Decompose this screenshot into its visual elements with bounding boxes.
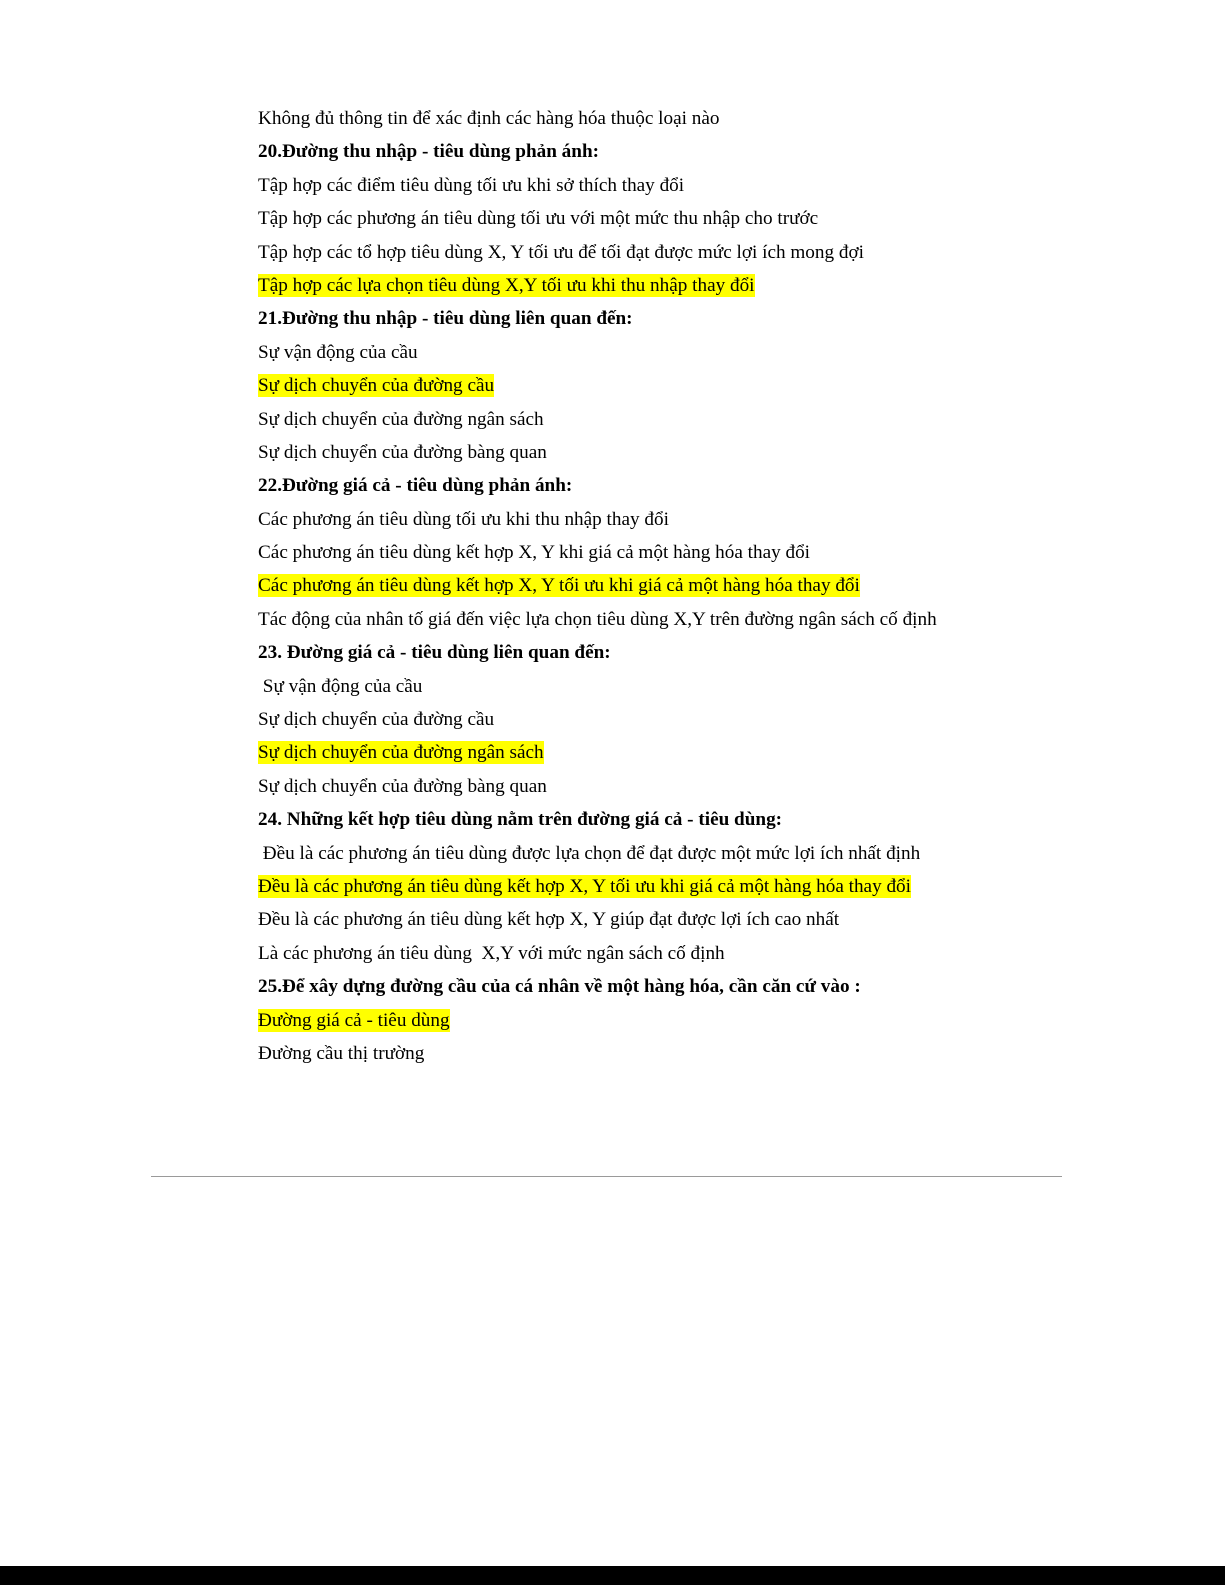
answer-option-text: Tập hợp các tổ hợp tiêu dùng X, Y tối ưu để tối đạt được mức lợi ích mong đợi bbox=[258, 241, 864, 263]
answer-option-text: Không đủ thông tin để xác định các hàng hóa thuộc loại nào bbox=[258, 108, 720, 129]
question-heading-text: 23. Đường giá cả - tiêu dùng liên quan đến: bbox=[258, 642, 611, 664]
answer-option bbox=[258, 1041, 1118, 1074]
highlighted-answer-text: Sự dịch chuyển của đường ngân sách bbox=[258, 742, 544, 764]
answer-option bbox=[258, 674, 1118, 707]
highlighted-answer bbox=[258, 373, 1118, 406]
answer-option-text: Đều là các phương án tiêu dùng kết hợp X, Y giúp đạt được lợi ích cao nhất bbox=[258, 909, 840, 931]
question-heading-text: 21.Đường thu nhập - tiêu dùng liên quan đến: bbox=[258, 308, 633, 330]
page-bottom-bar bbox=[0, 1566, 1225, 1585]
answer-option bbox=[258, 173, 1118, 206]
question-heading bbox=[258, 306, 1118, 339]
question-heading bbox=[258, 139, 1118, 172]
answer-option bbox=[258, 206, 1118, 239]
answer-option bbox=[258, 106, 1118, 139]
question-heading-text: 24. Những kết hợp tiêu dùng nằm trên đường giá cả - tiêu dùng: bbox=[258, 809, 783, 831]
answer-option-text: Sự vận động của cầu bbox=[258, 675, 423, 697]
answer-option-text: Sự vận động của cầu bbox=[258, 341, 418, 363]
answer-option-text: Các phương án tiêu dùng tối ưu khi thu nhập thay đổi bbox=[258, 508, 669, 530]
question-heading bbox=[258, 473, 1118, 506]
highlighted-answer-text: Các phương án tiêu dùng kết hợp X, Y tối ưu khi giá cả một hàng hóa thay đổi bbox=[258, 575, 860, 597]
answer-option bbox=[258, 540, 1118, 573]
answer-option-text: Tác động của nhân tố giá đến việc lựa chọn tiêu dùng X,Y trên đường ngân sách cố định bbox=[258, 608, 937, 630]
answer-option bbox=[258, 607, 1118, 640]
answer-option-text: Đều là các phương án tiêu dùng được lựa chọn để đạt được một mức lợi ích nhất định bbox=[258, 842, 921, 864]
answer-option bbox=[258, 240, 1118, 273]
answer-option-text: Là các phương án tiêu dùng X,Y với mức ngân sách cố định bbox=[258, 942, 725, 964]
question-heading-text: 22.Đường giá cả - tiêu dùng phản ánh: bbox=[258, 475, 573, 497]
highlighted-answer bbox=[258, 573, 1118, 606]
answer-option bbox=[258, 407, 1118, 440]
highlighted-answer bbox=[258, 273, 1118, 306]
answer-option bbox=[258, 707, 1118, 740]
highlighted-answer-text: Sự dịch chuyển của đường cầu bbox=[258, 375, 495, 397]
highlighted-answer bbox=[258, 874, 1118, 907]
highlighted-answer-text: Đều là các phương án tiêu dùng kết hợp X, Y tối ưu khi giá cả một hàng hóa thay đổi bbox=[258, 875, 911, 897]
answer-option bbox=[258, 774, 1118, 807]
question-heading bbox=[258, 974, 1118, 1007]
page-separator bbox=[151, 1176, 1062, 1177]
answer-option-text: Tập hợp các phương án tiêu dùng tối ưu với một mức thu nhập cho trước bbox=[258, 208, 819, 230]
highlighted-answer bbox=[258, 1008, 1118, 1041]
answer-option-text: Tập hợp các điểm tiêu dùng tối ưu khi sở thích thay đổi bbox=[258, 174, 685, 196]
answer-option bbox=[258, 340, 1118, 373]
highlighted-answer-text: Đường giá cả - tiêu dùng bbox=[258, 1009, 450, 1031]
answer-option-text: Các phương án tiêu dùng kết hợp X, Y khi giá cả một hàng hóa thay đổi bbox=[258, 542, 811, 564]
answer-option bbox=[258, 440, 1118, 473]
highlighted-answer bbox=[258, 740, 1118, 773]
answer-option-text: Sự dịch chuyển của đường bàng quan bbox=[258, 775, 547, 797]
question-heading-text: 25.Để xây dựng đường cầu của cá nhân về một hàng hóa, cần căn cứ vào : bbox=[258, 976, 861, 998]
question-heading-text: 20.Đường thu nhập - tiêu dùng phản ánh: bbox=[258, 141, 599, 163]
question-heading bbox=[258, 807, 1118, 840]
answer-option bbox=[258, 841, 1118, 874]
document-body bbox=[258, 106, 1118, 1074]
answer-option bbox=[258, 941, 1118, 974]
highlighted-answer-text: Tập hợp các lựa chọn tiêu dùng X,Y tối ưu khi thu nhập thay đổi bbox=[258, 274, 755, 296]
answer-option-text: Đường cầu thị trường bbox=[258, 1042, 425, 1064]
answer-option-text: Sự dịch chuyển của đường bàng quan bbox=[258, 441, 547, 463]
answer-option bbox=[258, 907, 1118, 940]
answer-option-text: Sự dịch chuyển của đường ngân sách bbox=[258, 408, 544, 430]
question-heading bbox=[258, 640, 1118, 673]
answer-option-text: Sự dịch chuyển của đường cầu bbox=[258, 709, 495, 731]
answer-option bbox=[258, 507, 1118, 540]
